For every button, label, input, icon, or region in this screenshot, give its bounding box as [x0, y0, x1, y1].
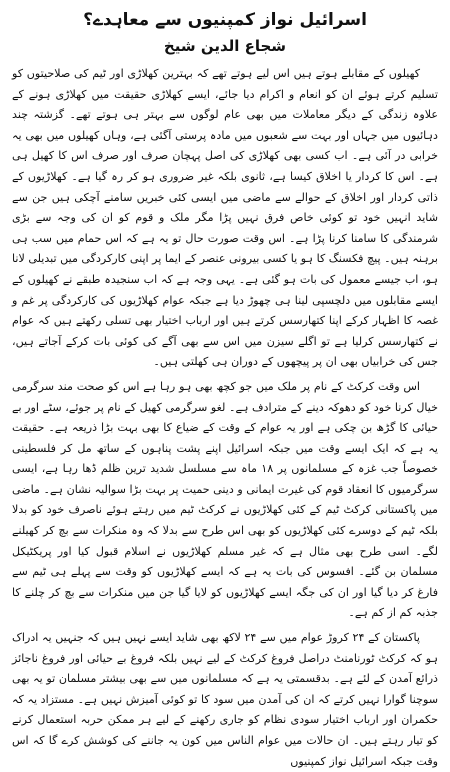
article-paragraph: اس وقت کرکٹ کے نام پر ملک میں جو کچھ بھی ہو رہا ہے اس کو صحت مند سرگرمی خیال کرنا خود کو دھوکہ دینے کے مترادف ہے۔ لغو سرگرمی کھیل کے نام پر جوئے، سٹے اور بے حیائی کا گڑھ بن چکی ہے اور یہ عوام کے وقت کے ضیاع کا بھی بہت بڑا ذریعہ ہے۔ حقیقت یہ ہے کہ ایک ایسے وقت میں جبکہ اسرائیل اپنے پشت پناہوں کے ساتھ مل کر فلسطینی خصوصاً جب غزہ کے مسلمانوں پر ۱۸ ماہ سے مسلسل شدید ترین ظلم ڈھا رہا ہے، ایسی سرگرمیوں کا انعقاد قوم کی غیرت ایمانی و دینی حمیت پر بہت بڑا سوالیہ نشان ہے۔ ماضی میں پاکستانی کرکٹ ٹیم کے کئی کھلاڑیوں نے کرکٹ ٹیم میں رہتے ہوئے ناصرف خود کو بدلا بلکہ ٹیم کے دوسرے کئی کھلاڑیوں کو بھی اس طرح سے بدلا کہ وہ منکرات سے بچ کر کھیلنے لگے۔ اسی طرح بھی مثال ہے کہ غیر مسلم کھلاڑیوں نے اسلام قبول کیا اور پریکٹیکل مسلمان بن گئے۔ افسوس کی بات یہ ہے کہ ایسے کھلاڑیوں کو وقت سے پہلے ہی ٹیم سے فارغ کر دیا گیا اور ان کی جگہ ایسے کھلاڑیوں کو لایا گیا جن میں منکرات سے بچ کر چلنے کا جذبہ کم از کم ہے۔	[12, 379, 439, 620]
article-paragraph: پاکستان کے ۲۴ کروڑ عوام میں سے ۲۴ لاکھ بھی شاید ایسے نہیں ہیں کہ جنہیں یہ ادراک ہو کہ کرکٹ ٹورنامنٹ دراصل فروغ کرکٹ کے لیے نہیں بلکہ فروغ بے حیائی اور فروغ ناجائز ذرائع آمدن کے لئے ہے۔ بدقسمتی یہ ہے کہ مسلمانوں میں سے بھی بیشتر مسلمان تو یہ بھی سوچنا گوارا نہیں کرتے کہ ان کی آمدن میں سود کا تو کوئی آمیزش نہیں ہے۔ مستزاد یہ کہ حکمران اور ارباب اختیار سودی نظام کو جاری رکھنے کے لیے ہر ممکن حربہ استعمال کرنے کو تیار رہتے ہیں۔ ان حالات میں عوام الناس میں کون یہ جاننے کی کوشش کرے گا کہ اس وقت جبکہ اسرائیل نواز کمپنیوں	[12, 631, 438, 768]
article-title: اسرائیل نواز کمپنیوں سے معاہدے؟	[83, 10, 367, 30]
author-name: شجاع الدین شیخ	[163, 37, 287, 55]
article-paragraph: کھیلوں کے مقابلے ہوتے ہیں اس لیے ہوتے تھے کہ بہترین کھلاڑی اور ٹیم کی صلاحیتوں کو تسلیم کرتے ہوئے ان کو انعام و اکرام دیا جائے، ایسے کھلاڑی حقیقت میں کھلاڑی ہونے کے علاوہ زندگی کے دیگر معاملات میں بھی عام لوگوں سے بہتر ہی ہوتے تھے۔ گزشتہ چند دہائیوں میں جہاں اور بہت سے شعبوں میں مادہ پرستی آگئی ہے، وہاں کھیلوں میں بھی یہ خرابی در آئی ہے۔ اب کسی بھی کھلاڑی کی اصل پہچان صرف اور صرف اس کا کھیل ہی ہے۔ اس کا کردار یا اخلاق کیسا ہے، ثانوی بلکہ غیر ضروری ہو کر رہ گیا ہے۔ کھلاڑیوں کے ذاتی کردار اور اخلاق کے حوالے سے ماضی میں ایسی کئی خبریں سامنے آچکی ہیں جن سے شاید انہیں خود تو کوئی خاص فرق نہیں پڑا مگر ملک و قوم کو ان کی وجہ سے بڑی شرمندگی کا سامنا کرنا پڑا ہے۔ اس وقت صورت حال تو یہ ہے کہ اس حمام میں سب ہی برہنہ ہیں۔ پیچ فکسنگ کا ہو یا کسی بیرونی عنصر کے ایما پر اپنی کارکردگی میں تبدیلی لانا ہو، اب جیسے معمول کی بات ہو گئی ہے۔ یہی وجہ ہے کہ اب سنجیدہ طبقے نے کھیلوں کے ایسے مقابلوں میں دلچسپی لینا ہی چھوڑ دیا ہے جبکہ عوام کھلاڑیوں کی کارکردگی پر غم و غصہ کا اظہار کرکے اپنا کتھارسس کرتے ہیں اور ارباب اختیار بھی تسلی رکھتے ہیں کہ عوام نے کتھارسس کرلیا ہے تو اگلے سیزن میں اس سے بھی آگے کی کوئی بات کرکے آجاتے ہیں، جس کی خرابیاں بھی ان پر پیچھوں کے دوران ہی کھلتی ہیں۔	[12, 67, 438, 369]
